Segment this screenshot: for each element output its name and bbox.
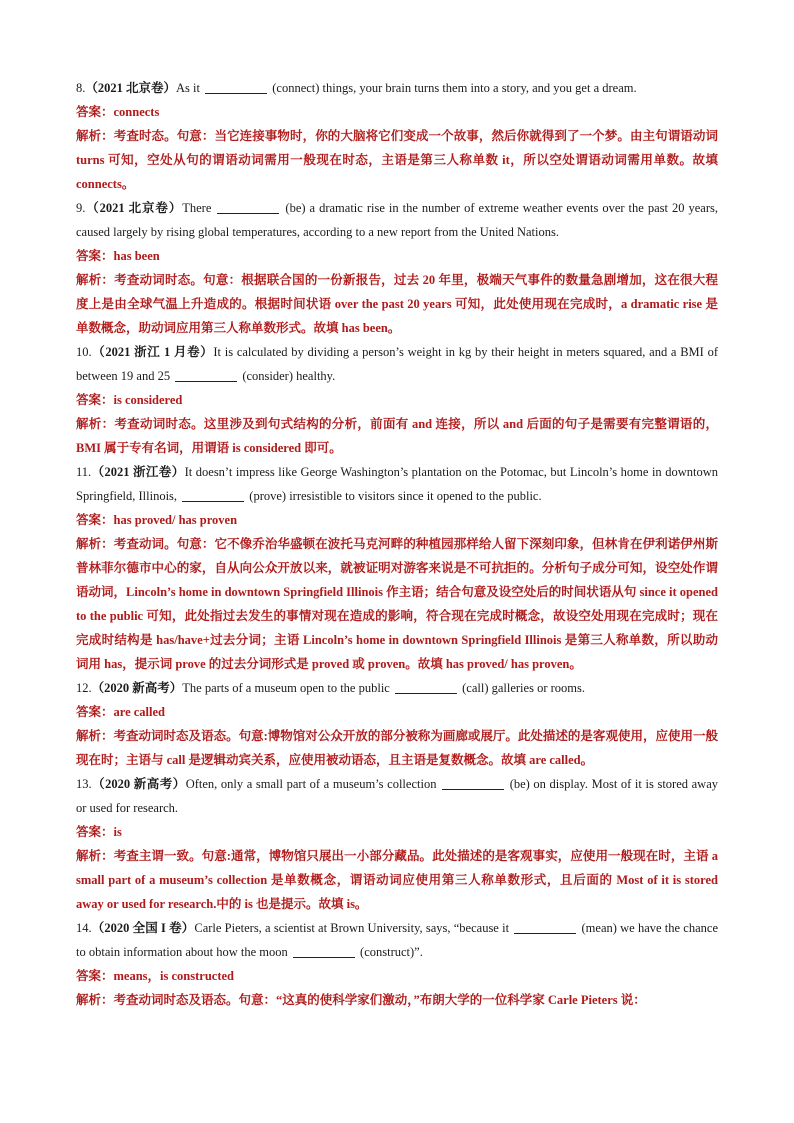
question-source: （2020 新高考）: [91, 777, 186, 791]
question-number: 12.: [76, 681, 92, 695]
explanation-paragraph: 解析：考查主谓一致。句意:通常，博物馆只展出一小部分藏品。此处描述的是客观事实，应使用一般现在时，主语 a small part of a museum’s collection 是单数概念，谓语动词应使用第三人称单数形式，且后面的 Most of it is stored away or used for research.中的 is 也是提示。故填 is。: [76, 849, 718, 911]
explanation-paragraph: 解析：考查动词时态。句意：根据联合国的一份新报告，过去 20 年里，极端天气事件的数量急剧增加，这在很大程度上是由全球气温上升造成的。根据时间状语 over the past 20 years 可知，此处使用现在完成时，a dramatic rise 是单数概念，助动词应用第三人称单数形式。故填 has been。: [76, 273, 718, 335]
question-source: （2020 新高考）: [91, 681, 183, 695]
explanation-paragraph: 解析：考查动词时态及语态。句意：“这真的使科学家们激动，”布朗大学的一位科学家 Carle Pieters 说：: [76, 993, 646, 1007]
stem-text: (construct)”.: [356, 945, 423, 959]
question-number: 9.: [76, 201, 86, 215]
answer-blank: [182, 487, 244, 502]
question-source: （2021 浙江卷）: [91, 465, 185, 479]
question-stem: [76, 676, 718, 700]
stem-text: There: [182, 201, 216, 215]
answer-blank: [205, 79, 267, 94]
answer-line: 答案：connects: [76, 105, 160, 119]
question-source: （2021 北京卷）: [85, 201, 183, 215]
stem-text: (consider) healthy.: [239, 369, 336, 383]
question-list: [76, 76, 718, 1012]
answer-blank: [293, 943, 355, 958]
stem-text: Carle Pieters, a scientist at Brown University, says, “because it: [194, 921, 513, 935]
answer-line: 答案：has been: [76, 249, 160, 263]
stem-text: It is calculated by dividing a person’s weight in kg by their height in meters squared, and a BMI of between 19 and 25: [76, 345, 718, 383]
question-stem: [76, 460, 718, 508]
answer-line: 答案：are called: [76, 705, 165, 719]
stem-text: (be) on display. Most of it is stored away or used for research.: [76, 777, 718, 815]
explanation-paragraph: 解析：考查动词时态。这里涉及到句式结构的分析，前面有 and 连接，所以 and 后面的句子是需要有完整谓语的，BMI 属于专有名词，用谓语 is considered 即可。: [76, 417, 718, 455]
question-stem: [76, 196, 718, 244]
answer-line: 答案：has proved/ has proven: [76, 513, 238, 527]
stem-text: (be) a dramatic rise in the number of extreme weather events over the past 20 years, caused largely by rising global temperatures, according to a new report from the United Nations.: [76, 201, 718, 239]
explanation-paragraph: 解析：考查动词。句意：它不像乔治华盛顿在波托马克河畔的种植园那样给人留下深刻印象，但林肯在伊利诺伊州斯普林菲尔德市中心的家，自从向公众开放以来，就被证明对游客来说是不可抗拒的。分析句子成分可知，设空处作谓语动词，Lincoln’s home in downtown Springfield Illinois 作主语；结合句意及设空处后的时间状语从句 since it opened to the public 可知，此处指过去发生的事情对现在造成的影响，符合现在完成时概念，故设空处用现在完成时；现在完成时结构是 has/have+过去分词；主语 Lincoln’s home in downtown Springfield Illinois 是第三人称单数，所以助动词用 has，提示词 prove 的过去分词形式是 proved 或 proven。故填 has proved/ has proven。: [76, 537, 718, 671]
answer-line: 答案：is: [76, 825, 122, 839]
stem-text: (mean) we have the chance to obtain information about how the moon: [76, 921, 718, 959]
question-source: （2020 全国 I 卷）: [91, 921, 195, 935]
answer-blank: [442, 775, 504, 790]
stem-text: As it: [176, 81, 204, 95]
stem-text: (prove) irresistible to visitors since it opened to the public.: [246, 489, 542, 503]
explanation-paragraph: 解析：考查时态。句意：当它连接事物时，你的大脑将它们变成一个故事，然后你就得到了一个梦。由主句谓语动词 turns 可知，空处从句的谓语动词需用一般现在时态，主语是第三人称单数 it，所以空处谓语动词需用单数。故填 connects。: [76, 129, 718, 191]
stem-text: It doesn’t impress like George Washington’s plantation on the Potomac, but Lincoln’s home in downtown Springfield, Illinois,: [76, 465, 718, 503]
answer-line: 答案：is considered: [76, 393, 183, 407]
question-source: （2021 浙江 1 月卷）: [91, 345, 214, 359]
question-stem: [76, 772, 718, 820]
answer-blank: [175, 367, 237, 382]
stem-text: Often, only a small part of a museum’s collection: [185, 777, 441, 791]
question-number: 14.: [76, 921, 92, 935]
explanation-paragraph: 解析：考查动词时态及语态。句意:博物馆对公众开放的部分被称为画廊或展厅。此处描述的是客观使用，应使用一般现在时；主语与 call 是逻辑动宾关系，应使用被动语态，且主语是复数概念。故填 are called。: [76, 729, 718, 767]
stem-text: (call) galleries or rooms.: [458, 681, 585, 695]
stem-text: (connect) things, your brain turns them into a story, and you get a dream.: [269, 81, 637, 95]
answer-blank: [514, 919, 576, 934]
question-number: 11.: [76, 465, 92, 479]
stem-text: The parts of a museum open to the public: [182, 681, 393, 695]
question-number: 10.: [76, 345, 92, 359]
question-stem: [76, 916, 718, 964]
question-stem: [76, 76, 718, 100]
question-source: （2021 北京卷）: [85, 81, 177, 95]
question-number: 8.: [76, 81, 86, 95]
answer-blank: [217, 199, 279, 214]
question-stem: [76, 340, 718, 388]
answer-blank: [395, 679, 457, 694]
question-number: 13.: [76, 777, 92, 791]
answer-line: 答案：means，is constructed: [76, 969, 234, 983]
